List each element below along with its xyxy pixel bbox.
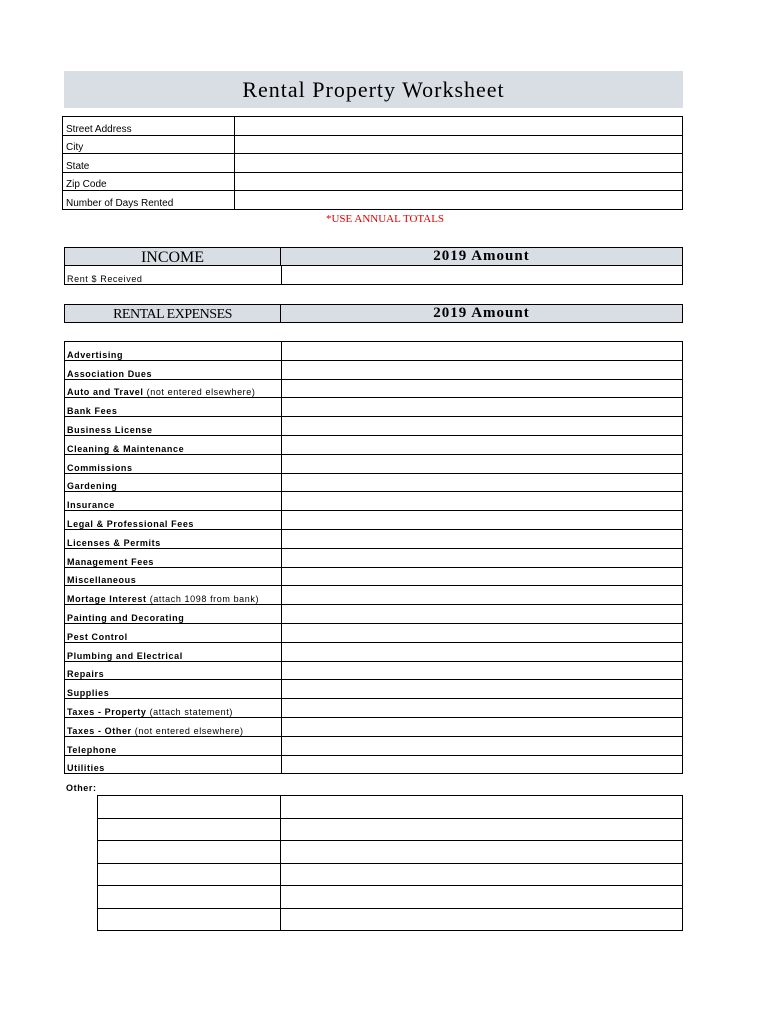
expense-label-text: Business License — [67, 424, 153, 435]
expense-row-label — [65, 529, 282, 548]
other-row — [98, 796, 683, 819]
other-row — [98, 818, 683, 841]
other-description-input[interactable] — [98, 886, 281, 909]
expense-row-label — [65, 717, 282, 736]
expense-row-label — [65, 417, 282, 436]
expense-row — [65, 379, 683, 398]
expense-label-text: Taxes - Other — [67, 725, 132, 736]
expense-amount-input[interactable] — [282, 379, 683, 398]
other-amount-input[interactable] — [281, 818, 683, 841]
income-amount-header: 2019 Amount — [433, 248, 530, 264]
expense-amount-input[interactable] — [282, 586, 683, 605]
expense-amount-input[interactable] — [282, 642, 683, 661]
expense-row-label — [65, 398, 282, 417]
other-amount-input[interactable] — [281, 796, 683, 819]
other-description-input[interactable] — [98, 796, 281, 819]
expense-amount-input[interactable] — [282, 492, 683, 511]
other-row — [98, 908, 683, 931]
expense-label-text: Legal & Professional Fees — [67, 518, 195, 529]
expenses-header-label: RENTAL EXPENSES — [65, 305, 281, 322]
expense-row — [65, 661, 683, 680]
other-table — [97, 795, 683, 931]
expense-row-label — [65, 755, 282, 774]
address-row — [63, 191, 683, 210]
expense-row-label — [65, 623, 282, 642]
expense-row-label — [65, 342, 282, 361]
page-title: Rental Property Worksheet — [242, 76, 505, 102]
address-field-input[interactable] — [235, 117, 683, 136]
other-description-input[interactable] — [98, 818, 281, 841]
expense-amount-input[interactable] — [282, 717, 683, 736]
annual-totals-note: *USE ANNUAL TOTALS — [325, 213, 445, 225]
expense-label-note: (not entered elsewhere) — [134, 725, 244, 736]
expense-row — [65, 398, 683, 417]
expense-label-text: Gardening — [67, 481, 118, 492]
income-row — [65, 266, 683, 285]
expense-label-text: Insurance — [67, 500, 115, 511]
expense-label-text: Association Dues — [67, 368, 153, 379]
address-row — [63, 172, 683, 191]
other-description-input[interactable] — [98, 908, 281, 931]
expense-label-text: Bank Fees — [67, 406, 118, 417]
other-amount-input[interactable] — [281, 908, 683, 931]
expense-amount-input[interactable] — [282, 529, 683, 548]
expense-label-text: Utilities — [67, 763, 105, 774]
address-field-input[interactable] — [235, 191, 683, 210]
address-field-input[interactable] — [235, 154, 683, 173]
expense-label-text: Plumbing and Electrical — [67, 650, 183, 661]
expense-amount-input[interactable] — [282, 755, 683, 774]
expense-row — [65, 435, 683, 454]
expense-row-label — [65, 511, 282, 530]
expense-label-text: Licenses & Permits — [67, 537, 161, 548]
address-field-label: State — [63, 154, 235, 173]
expenses-amount-header: 2019 Amount — [433, 305, 530, 321]
address-field-input[interactable] — [235, 172, 683, 191]
expense-amount-input[interactable] — [282, 417, 683, 436]
address-row — [63, 135, 683, 154]
other-description-input[interactable] — [98, 863, 281, 886]
expense-row-label — [65, 680, 282, 699]
expense-label-text: Commissions — [67, 462, 133, 473]
income-header — [64, 247, 683, 266]
expenses-table — [64, 341, 683, 774]
address-field-label: Zip Code — [63, 172, 235, 191]
other-row — [98, 886, 683, 909]
expense-label-text: Telephone — [67, 744, 117, 755]
expense-amount-input[interactable] — [282, 548, 683, 567]
expense-label-text: Taxes - Property — [67, 706, 147, 717]
other-label: Other: — [66, 783, 97, 793]
expense-row — [65, 642, 683, 661]
expense-amount-input[interactable] — [282, 661, 683, 680]
expense-label-text: Cleaning & Maintenance — [67, 443, 185, 454]
expense-row-label — [65, 360, 282, 379]
expense-amount-input[interactable] — [282, 473, 683, 492]
expense-row-label — [65, 435, 282, 454]
expense-row — [65, 529, 683, 548]
expense-amount-input[interactable] — [282, 736, 683, 755]
expense-amount-input[interactable] — [282, 435, 683, 454]
expense-row-label — [65, 379, 282, 398]
expense-label-text: Pest Control — [67, 631, 128, 642]
address-row — [63, 117, 683, 136]
expense-row-label — [65, 567, 282, 586]
other-amount-input[interactable] — [281, 841, 683, 864]
income-table — [64, 265, 683, 285]
expense-row — [65, 473, 683, 492]
expense-amount-input[interactable] — [282, 623, 683, 642]
expense-row — [65, 492, 683, 511]
expense-row — [65, 342, 683, 361]
expense-row — [65, 417, 683, 436]
expense-row-label — [65, 699, 282, 718]
expense-row-label — [65, 605, 282, 624]
address-row — [63, 154, 683, 173]
expense-row — [65, 586, 683, 605]
expense-row-label — [65, 548, 282, 567]
address-field-label: Number of Days Rented — [63, 191, 235, 210]
other-amount-input[interactable] — [281, 863, 683, 886]
expense-amount-input[interactable] — [282, 567, 683, 586]
other-description-input[interactable] — [98, 841, 281, 864]
address-field-label: Street Address — [63, 117, 235, 136]
address-field-input[interactable] — [235, 135, 683, 154]
expense-label-note: (attach statement) — [149, 706, 233, 717]
expense-row — [65, 605, 683, 624]
expense-label-text: Repairs — [67, 669, 105, 680]
expense-label-text: Advertising — [67, 349, 124, 360]
expense-amount-input[interactable] — [282, 680, 683, 699]
expense-row — [65, 567, 683, 586]
income-row-label: Rent $ Received — [65, 266, 282, 285]
expense-label-note: (not entered elsewhere) — [146, 387, 256, 398]
other-row — [98, 841, 683, 864]
expense-row — [65, 548, 683, 567]
expense-row — [65, 623, 683, 642]
expense-row-label — [65, 586, 282, 605]
expense-row — [65, 680, 683, 699]
expense-row-label — [65, 454, 282, 473]
other-amount-input[interactable] — [281, 886, 683, 909]
expense-row — [65, 360, 683, 379]
expense-row — [65, 511, 683, 530]
expense-row — [65, 717, 683, 736]
expense-row — [65, 699, 683, 718]
expenses-header — [64, 304, 683, 323]
address-table — [62, 116, 683, 210]
expense-amount-input[interactable] — [282, 342, 683, 361]
expense-amount-input[interactable] — [282, 454, 683, 473]
expense-amount-input[interactable] — [282, 511, 683, 530]
expense-label-note: (attach 1098 from bank) — [149, 594, 260, 605]
expense-row-label — [65, 473, 282, 492]
other-row — [98, 863, 683, 886]
expense-row-label — [65, 661, 282, 680]
expense-amount-input[interactable] — [282, 360, 683, 379]
expense-label-text: Management Fees — [67, 556, 155, 567]
expense-row — [65, 755, 683, 774]
expense-row-label — [65, 492, 282, 511]
expense-row — [65, 454, 683, 473]
expense-label-text: Supplies — [67, 688, 110, 699]
address-field-label: City — [63, 135, 235, 154]
income-amount-input[interactable] — [282, 266, 683, 285]
expense-label-text: Painting and Decorating — [67, 612, 185, 623]
expense-amount-input[interactable] — [282, 605, 683, 624]
expense-amount-input[interactable] — [282, 398, 683, 417]
expense-row-label — [65, 736, 282, 755]
expense-label-text: Auto and Travel — [67, 387, 144, 398]
expense-amount-input[interactable] — [282, 699, 683, 718]
expense-row — [65, 736, 683, 755]
expense-row-label — [65, 642, 282, 661]
income-header-label: INCOME — [65, 248, 281, 265]
expense-label-text: Mortage Interest — [67, 594, 147, 605]
expense-label-text: Miscellaneous — [67, 575, 137, 586]
title-bar — [64, 71, 683, 108]
